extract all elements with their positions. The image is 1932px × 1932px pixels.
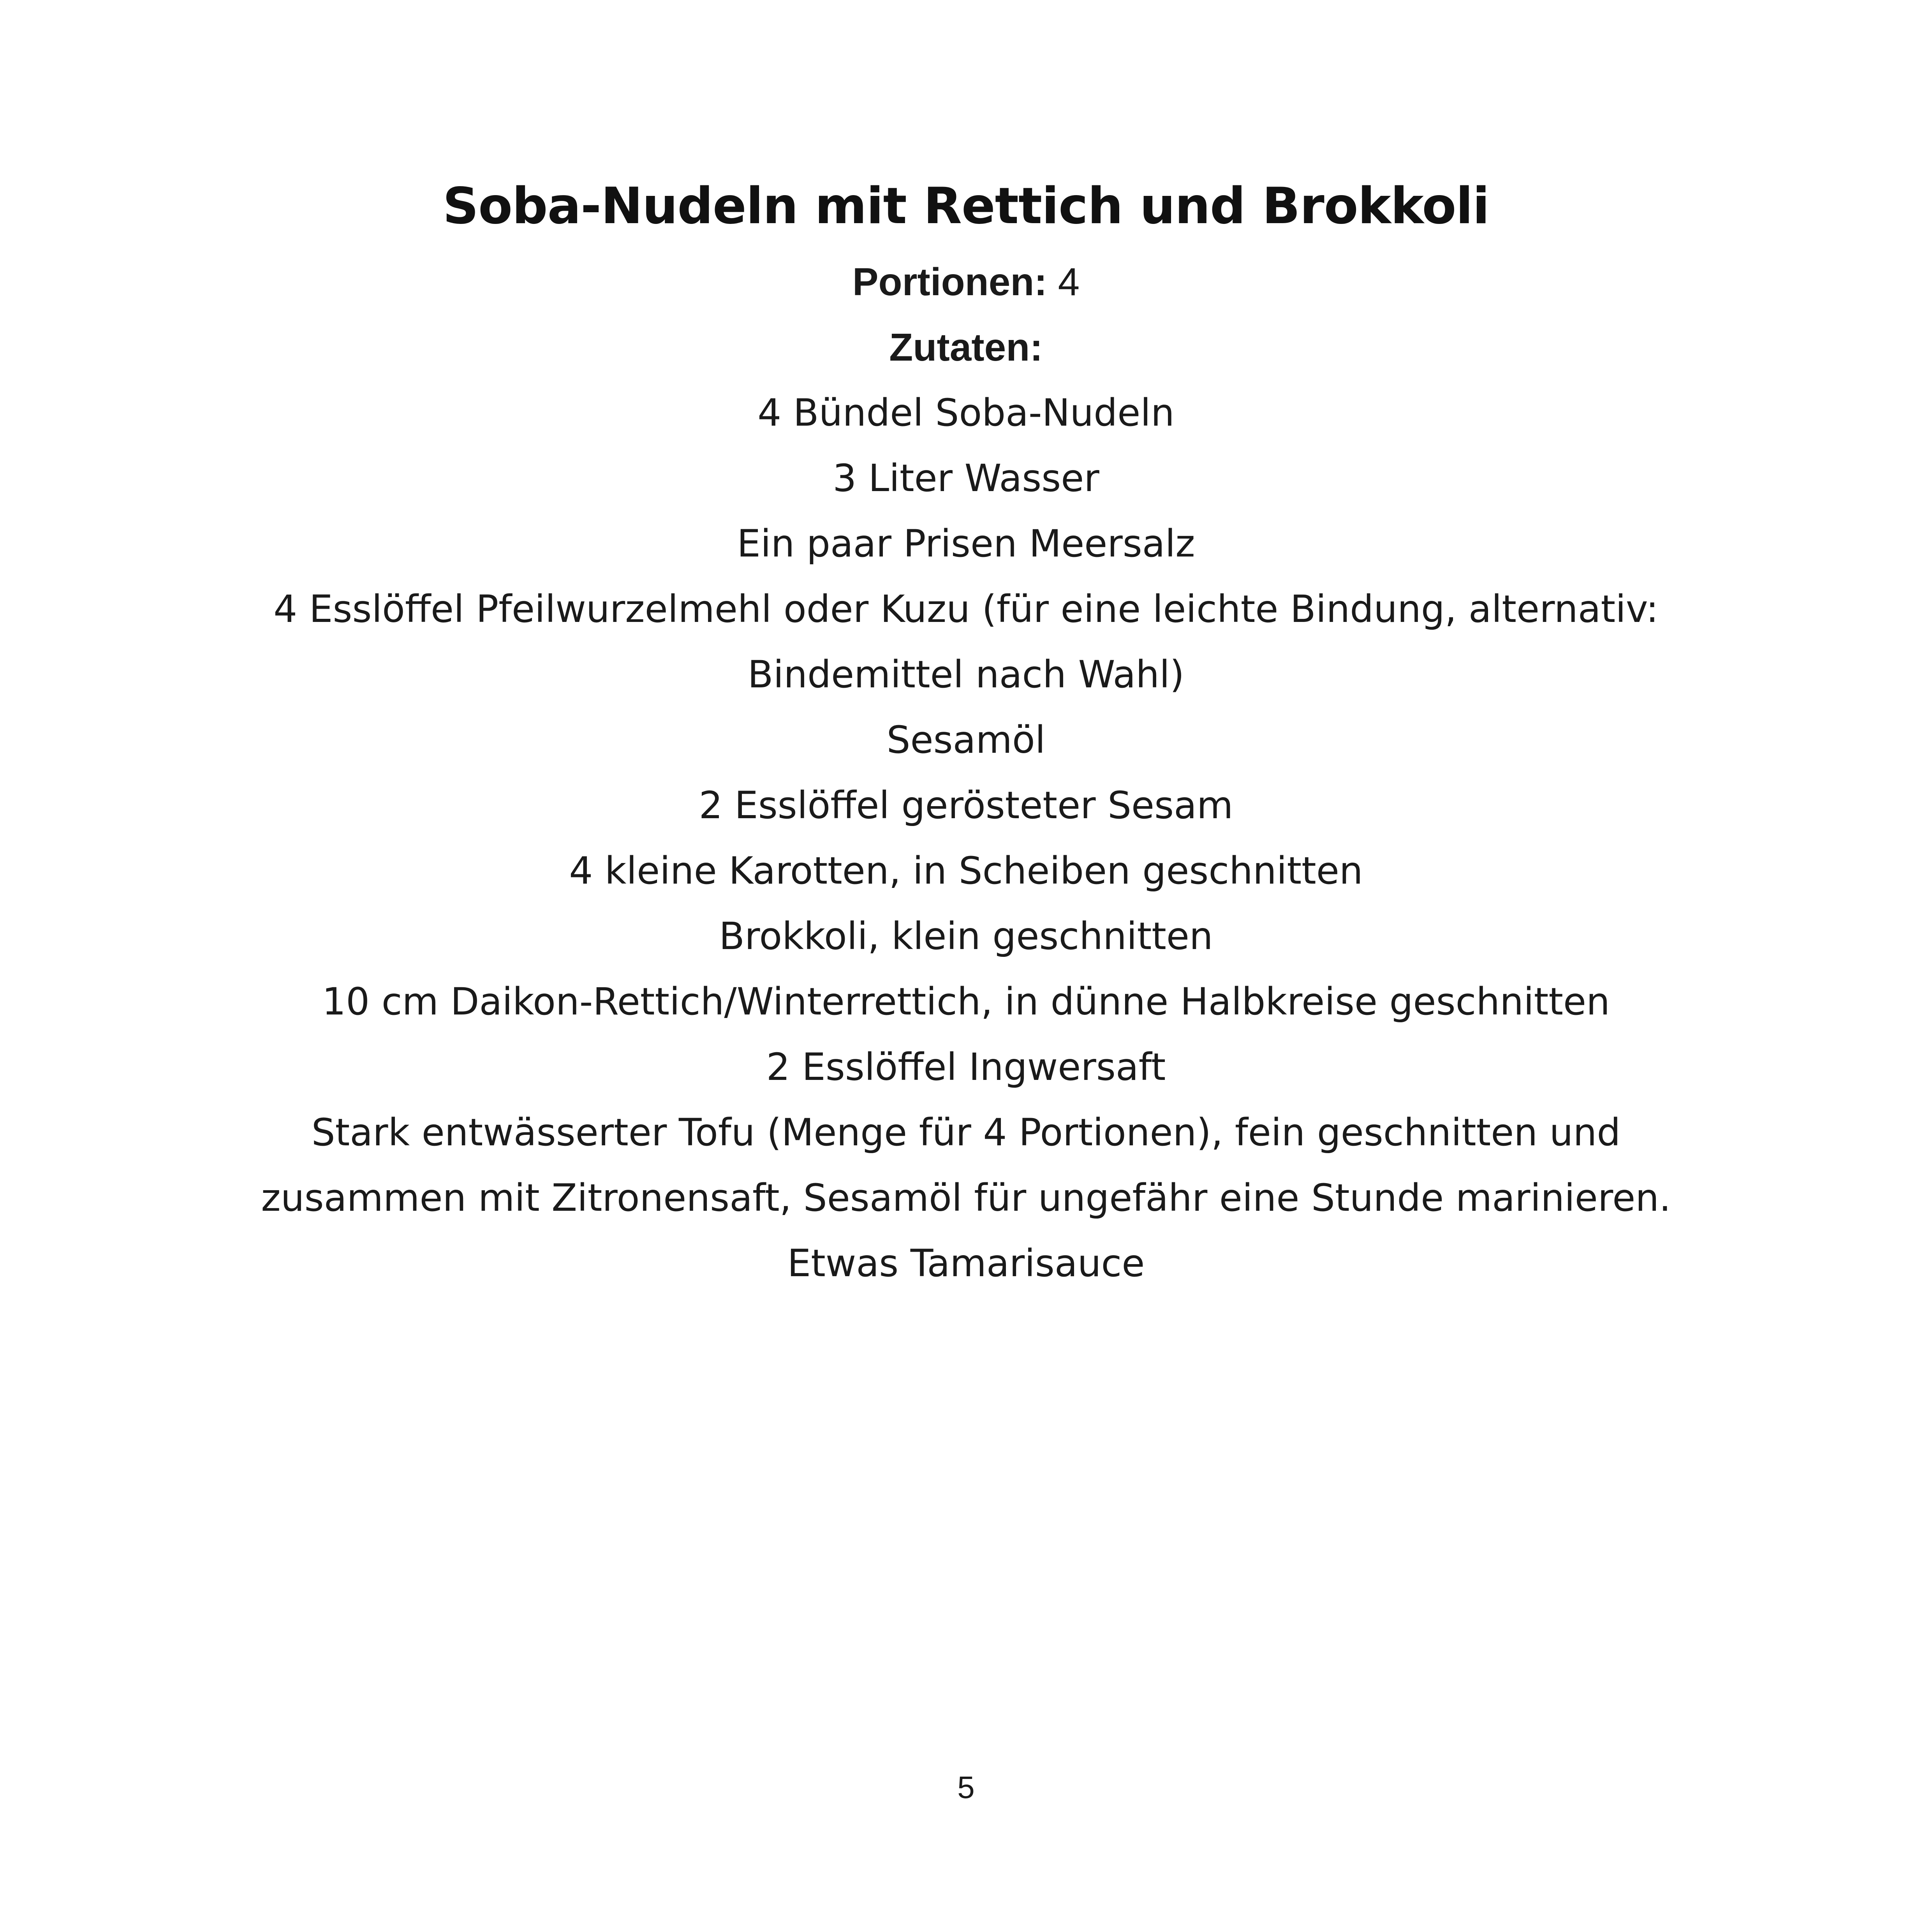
ingredients-heading-label: Zutaten: bbox=[889, 326, 1043, 369]
ingredients-heading bbox=[210, 315, 1722, 380]
page-number: 5 bbox=[957, 1770, 975, 1805]
ingredient-item: Stark entwässerter Tofu (Menge für 4 Portionen), fein geschnitten und zusammen mit Zitronensaft, Sesamöl für ungefähr eine Stunde marinieren. bbox=[261, 1111, 1671, 1220]
ingredient-item: Etwas Tamarisauce bbox=[787, 1242, 1145, 1285]
ingredient-item: 2 Esslöffel gerösteter Sesam bbox=[699, 784, 1233, 827]
servings-line bbox=[210, 249, 1722, 315]
ingredient-item: Brokkoli, klein geschnitten bbox=[719, 914, 1213, 958]
ingredient-item: 4 kleine Karotten, in Scheiben geschnitten bbox=[569, 849, 1363, 893]
ingredient-item: 4 Esslöffel Pfeilwurzelmehl oder Kuzu (für eine leichte Bindung, alternativ: Bindemittel nach Wahl) bbox=[273, 587, 1659, 696]
servings-value: 4 bbox=[1058, 260, 1080, 304]
ingredient-item: Ein paar Prisen Meersalz bbox=[737, 522, 1195, 565]
ingredient-item: 10 cm Daikon-Rettich/Winterrettich, in dünne Halbkreise geschnitten bbox=[322, 980, 1610, 1023]
recipe-title: Soba-Nudeln mit Rettich und Brokkoli bbox=[442, 177, 1490, 235]
servings-label: Portionen: bbox=[852, 260, 1047, 304]
ingredients-list bbox=[210, 380, 1722, 1296]
ingredient-item: 2 Esslöffel Ingwersaft bbox=[766, 1045, 1166, 1089]
ingredient-item: 3 Liter Wasser bbox=[833, 456, 1099, 500]
recipe-content bbox=[210, 171, 1722, 1296]
ingredient-item: 4 Bündel Soba-Nudeln bbox=[757, 391, 1175, 435]
ingredient-item: Sesamöl bbox=[886, 718, 1046, 762]
